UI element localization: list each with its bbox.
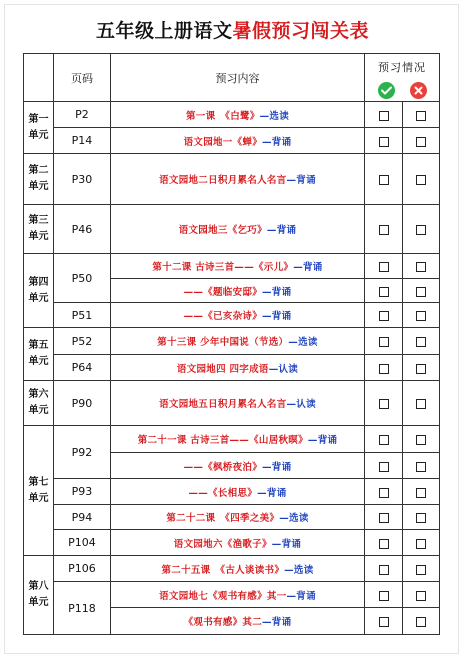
header-status [365, 54, 440, 102]
header-row [24, 54, 440, 102]
content-cell: 语文园地六《渔歌子》—背诵 [111, 530, 365, 556]
done-checkbox[interactable] [379, 225, 389, 235]
not-done-checkbox-cell[interactable] [403, 254, 440, 279]
content-cell: ——《长相思》—背诵 [111, 479, 365, 505]
table-row [24, 479, 440, 505]
done-checkbox[interactable] [379, 435, 389, 445]
page-number: P46 [54, 205, 111, 254]
content-cell: 第十二课 古诗三首——《示儿》—背诵 [111, 254, 365, 279]
not-done-checkbox[interactable] [416, 311, 426, 321]
page-number: P30 [54, 154, 111, 205]
table-row [24, 154, 440, 205]
page-number: P94 [54, 505, 111, 530]
not-done-checkbox-cell[interactable] [403, 102, 440, 128]
done-checkbox[interactable] [379, 111, 389, 121]
page-number: P2 [54, 102, 111, 128]
not-done-checkbox[interactable] [416, 364, 426, 374]
page-number: P106 [54, 556, 111, 582]
page-number: P92 [54, 426, 111, 479]
done-checkbox[interactable] [379, 399, 389, 409]
done-checkbox-cell[interactable] [365, 254, 403, 279]
done-checkbox-cell[interactable] [365, 128, 403, 154]
not-done-checkbox[interactable] [416, 262, 426, 272]
done-checkbox-cell[interactable] [365, 453, 403, 479]
content-cell: 语文园地一《蝉》—背诵 [111, 128, 365, 154]
done-checkbox[interactable] [379, 591, 389, 601]
table-row [24, 556, 440, 582]
done-checkbox[interactable] [379, 337, 389, 347]
content-cell: ——《题临安邸》—背诵 [111, 279, 365, 303]
done-checkbox[interactable] [379, 175, 389, 185]
done-checkbox-cell[interactable] [365, 279, 403, 303]
done-checkbox-cell[interactable] [365, 556, 403, 582]
done-checkbox[interactable] [379, 565, 389, 575]
page-number: P93 [54, 479, 111, 505]
done-checkbox-cell[interactable] [365, 102, 403, 128]
not-done-checkbox-cell[interactable] [403, 128, 440, 154]
done-checkbox[interactable] [379, 364, 389, 374]
not-done-checkbox[interactable] [416, 591, 426, 601]
done-checkbox-cell[interactable] [365, 154, 403, 205]
content-cell: 《观书有感》其二—背诵 [111, 608, 365, 635]
unit-cell: 第一 单元 [24, 102, 54, 154]
unit-cell: 第二 单元 [24, 154, 54, 205]
done-checkbox[interactable] [379, 462, 389, 472]
not-done-checkbox[interactable] [416, 539, 426, 549]
not-done-checkbox-cell[interactable] [403, 505, 440, 530]
table-row [24, 328, 440, 355]
not-done-checkbox-cell[interactable] [403, 426, 440, 453]
not-done-checkbox[interactable] [416, 111, 426, 121]
not-done-checkbox-cell[interactable] [403, 279, 440, 303]
done-checkbox-cell[interactable] [365, 328, 403, 355]
table-row [24, 102, 440, 128]
not-done-checkbox-cell[interactable] [403, 530, 440, 556]
content-cell: 第一课 《白鹭》—选读 [111, 102, 365, 128]
page-number: P104 [54, 530, 111, 556]
header-unit [24, 54, 54, 102]
done-checkbox-cell[interactable] [365, 355, 403, 381]
table-row [24, 426, 440, 453]
not-done-checkbox-cell[interactable] [403, 608, 440, 635]
page-title [0, 19, 465, 43]
page-number: P64 [54, 355, 111, 381]
done-checkbox-cell[interactable] [365, 608, 403, 635]
not-done-checkbox[interactable] [416, 287, 426, 297]
done-checkbox[interactable] [379, 262, 389, 272]
not-done-checkbox-cell[interactable] [403, 479, 440, 505]
done-checkbox-cell[interactable] [365, 205, 403, 254]
table-row [24, 303, 440, 328]
not-done-checkbox[interactable] [416, 399, 426, 409]
header-page: 页码 [54, 54, 111, 102]
not-done-checkbox[interactable] [416, 337, 426, 347]
done-checkbox-cell[interactable] [365, 530, 403, 556]
unit-cell: 第七 单元 [24, 426, 54, 556]
not-done-checkbox-cell[interactable] [403, 303, 440, 328]
not-done-checkbox-cell[interactable] [403, 556, 440, 582]
content-cell: 语文园地四 四字成语—认读 [111, 355, 365, 381]
header-status-label: 预习情况 [378, 60, 426, 74]
content-cell: 语文园地七《观书有感》其一—背诵 [111, 582, 365, 608]
not-done-checkbox-cell[interactable] [403, 453, 440, 479]
content-cell: 第二十五课 《古人谈读书》—选读 [111, 556, 365, 582]
title-black: 五年级上册语文 [95, 20, 233, 42]
table-row [24, 355, 440, 381]
page-number: P52 [54, 328, 111, 355]
done-checkbox-cell[interactable] [365, 505, 403, 530]
content-cell: 第二十一课 古诗三首——《山居秋暝》—背诵 [111, 426, 365, 453]
not-done-checkbox[interactable] [416, 513, 426, 523]
table-row [24, 381, 440, 426]
check-icon [378, 82, 395, 99]
not-done-checkbox[interactable] [416, 617, 426, 627]
unit-cell: 第四 单元 [24, 254, 54, 328]
content-cell: 第二十二课 《四季之美》—选读 [111, 505, 365, 530]
done-checkbox-cell[interactable] [365, 381, 403, 426]
cross-icon [410, 82, 427, 99]
unit-cell: 第五 单元 [24, 328, 54, 381]
done-checkbox-cell[interactable] [365, 426, 403, 453]
done-checkbox[interactable] [379, 617, 389, 627]
not-done-checkbox[interactable] [416, 137, 426, 147]
unit-cell: 第三 单元 [24, 205, 54, 254]
table-row [24, 582, 440, 608]
page-number: P90 [54, 381, 111, 426]
table-row [24, 254, 440, 279]
done-checkbox[interactable] [379, 488, 389, 498]
page-number: P50 [54, 254, 111, 303]
table-row [24, 505, 440, 530]
content-cell: ——《已亥杂诗》—背诵 [111, 303, 365, 328]
page-number: P14 [54, 128, 111, 154]
content-cell: 语文园地三《乞巧》—背诵 [111, 205, 365, 254]
done-checkbox[interactable] [379, 513, 389, 523]
not-done-checkbox-cell[interactable] [403, 381, 440, 426]
not-done-checkbox[interactable] [416, 225, 426, 235]
done-checkbox[interactable] [379, 287, 389, 297]
content-cell: 第十三课 少年中国说（节选）—选读 [111, 328, 365, 355]
not-done-checkbox-cell[interactable] [403, 582, 440, 608]
page-number: P51 [54, 303, 111, 328]
unit-cell: 第八 单元 [24, 556, 54, 635]
not-done-checkbox[interactable] [416, 462, 426, 472]
not-done-checkbox[interactable] [416, 175, 426, 185]
title-red: 暑假预习闯关表 [232, 20, 370, 42]
not-done-checkbox[interactable] [416, 435, 426, 445]
not-done-checkbox-cell[interactable] [403, 205, 440, 254]
content-cell: 语文园地二日积月累名人名言—背诵 [111, 154, 365, 205]
unit-cell: 第六 单元 [24, 381, 54, 426]
not-done-checkbox[interactable] [416, 565, 426, 575]
done-checkbox[interactable] [379, 311, 389, 321]
done-checkbox[interactable] [379, 137, 389, 147]
not-done-checkbox-cell[interactable] [403, 328, 440, 355]
table-row [24, 530, 440, 556]
done-checkbox-cell[interactable] [365, 303, 403, 328]
done-checkbox-cell[interactable] [365, 582, 403, 608]
page-number: P118 [54, 582, 111, 635]
content-cell: 语文园地五日积月累名人名言—认读 [111, 381, 365, 426]
table-row [24, 128, 440, 154]
table-row [24, 205, 440, 254]
done-checkbox[interactable] [379, 539, 389, 549]
preview-table [23, 53, 440, 635]
done-checkbox-cell[interactable] [365, 479, 403, 505]
not-done-checkbox[interactable] [416, 488, 426, 498]
header-content: 预习内容 [111, 54, 365, 102]
not-done-checkbox-cell[interactable] [403, 355, 440, 381]
content-cell: ——《枫桥夜泊》—背诵 [111, 453, 365, 479]
not-done-checkbox-cell[interactable] [403, 154, 440, 205]
